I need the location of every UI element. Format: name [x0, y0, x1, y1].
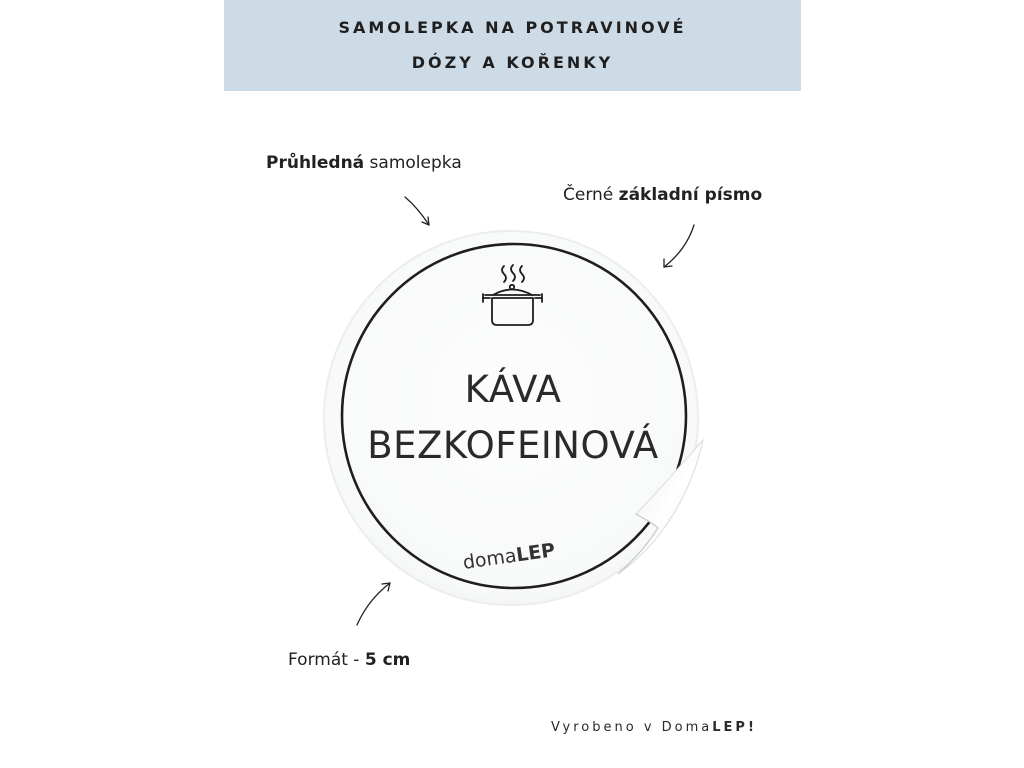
brand-logo-light: doma [461, 544, 518, 574]
brand-logo-bold: LEP [514, 539, 557, 567]
annotation-format-bold: 5 cm [364, 650, 411, 670]
annotation-font [563, 185, 762, 205]
banner-title-line-1: SAMOLEPKA NA POTRAVINOVÉ [338, 18, 687, 37]
annotation-font-normal: Černé [563, 185, 619, 205]
arrow-transparent-icon [400, 192, 436, 232]
product-name-line-2: BEZKOFEINOVÁ [367, 424, 659, 467]
footer-credit [551, 720, 757, 735]
annotation-transparent-rest: samolepka [364, 153, 462, 173]
annotation-format-normal: Formát - [288, 650, 365, 670]
footer-credit-bold: LEP! [712, 720, 757, 735]
product-name-line-1: KÁVA [464, 368, 562, 411]
footer-credit-normal: Vyrobeno v Doma [551, 720, 713, 735]
annotation-font-bold: základní písmo [618, 185, 763, 205]
banner-title-line-2: DÓZY A KOŘENKY [411, 53, 614, 72]
annotation-format [288, 650, 410, 670]
header-banner [224, 0, 801, 91]
annotation-transparent-bold: Průhledná [266, 153, 365, 173]
annotation-transparent-sticker [266, 153, 462, 173]
